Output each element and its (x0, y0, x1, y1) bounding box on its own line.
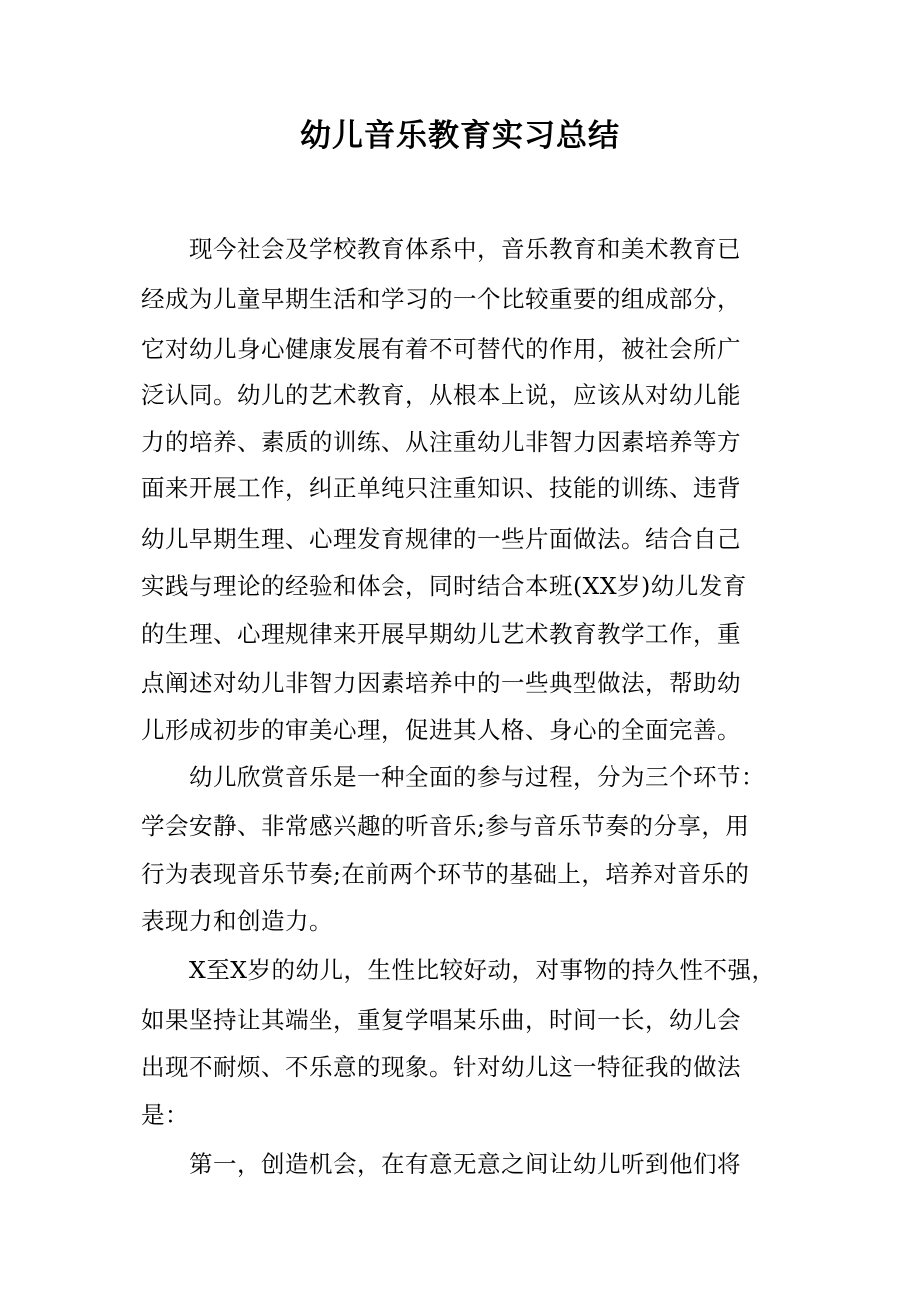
paragraph-2-line-2: 学会安静、非常感兴趣的听音乐;参与音乐节奏的分享，用 (141, 812, 750, 840)
paragraph-1-line-7: 幼儿早期生理、心理发育规律的一些片面做法。结合自己 (141, 525, 741, 553)
paragraph-1-line-6: 面来开展工作，纠正单纯只注重知识、技能的训练、违背 (141, 474, 741, 502)
paragraph-2-line-3: 行为表现音乐节奏;在前两个环节的基础上，培养对音乐的 (141, 860, 750, 888)
paragraph-1-line-8: 实践与理论的经验和体会，同时结合本班(XX岁)幼儿发育 (141, 572, 747, 600)
paragraph-3-line-3: 出现不耐烦、不乐意的现象。针对幼儿这一特征我的做法 (141, 1053, 741, 1081)
paragraph-3-line-4: 是： (141, 1101, 189, 1129)
document-title: 幼儿音乐教育实习总结 (300, 118, 620, 154)
paragraph-1-line-5: 力的培养、素质的训练、从注重幼儿非智力因素培养等方 (141, 428, 741, 456)
paragraph-1-line-1: 现今社会及学校教育体系中，音乐教育和美术教育已 (189, 235, 741, 263)
paragraph-1-line-10: 点阐述对幼儿非智力因素培养中的一些典型做法，帮助幼 (141, 669, 741, 697)
paragraph-1-line-9: 的生理、心理规律来开展早期幼儿艺术教育教学工作，重 (141, 620, 741, 648)
paragraph-1-line-2: 经成为儿童早期生活和学习的一个比较重要的组成部分， (141, 285, 741, 313)
paragraph-4-line-1: 第一，创造机会，在有意无意之间让幼儿听到他们将 (189, 1150, 741, 1178)
paragraph-1-line-3: 它对幼儿身心健康发展有着不可替代的作用，被社会所广 (141, 335, 741, 363)
paragraph-3-line-2: 如果坚持让其端坐，重复学唱某乐曲，时间一长，幼儿会 (141, 1006, 741, 1034)
paragraph-3-line-1: X至X岁的幼儿，生性比较好动，对事物的持久性不强， (189, 956, 776, 984)
paragraph-1-line-11: 儿形成初步的审美心理，促进其人格、身心的全面完善。 (141, 716, 741, 744)
paragraph-1-line-4: 泛认同。幼儿的艺术教育，从根本上说，应该从对幼儿能 (141, 381, 741, 409)
paragraph-2-line-1: 幼儿欣赏音乐是一种全面的参与过程，分为三个环节： (189, 763, 765, 791)
paragraph-2-line-4: 表现力和创造力。 (141, 907, 333, 935)
